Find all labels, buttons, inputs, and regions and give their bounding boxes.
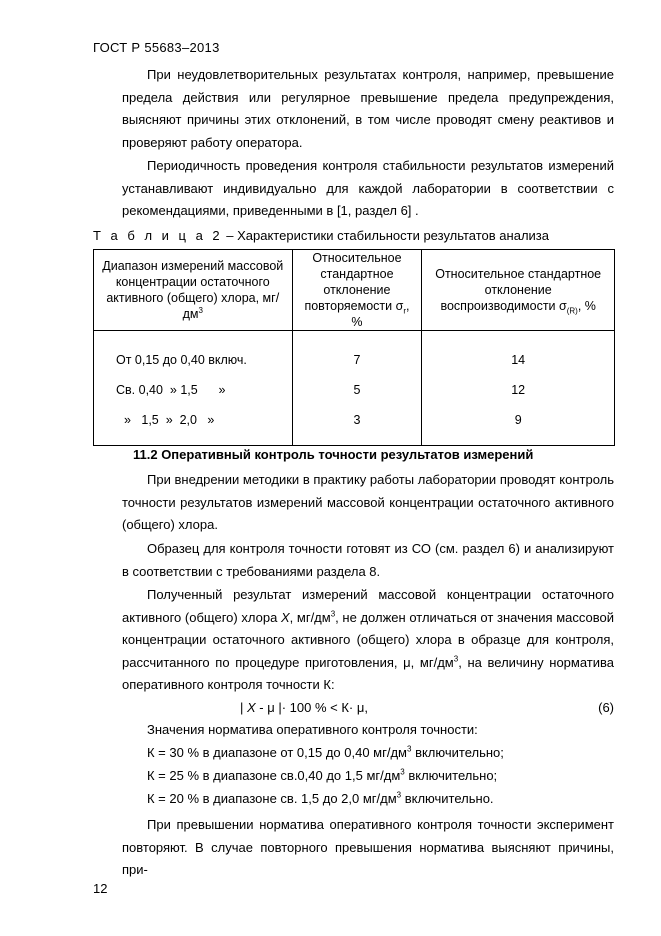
stability-table (93, 249, 615, 446)
norm-item: К = 20 % в диапазоне св. 1,5 до 2,0 $мг/дм^3$ включительно. (147, 790, 494, 806)
cell-repeatability: 3 (292, 405, 422, 446)
norm-item: К = 25 % в диапазоне св.0,40 до 1,5 $мг/дм^3$ включительно; (147, 767, 498, 783)
paragraph-implementation: При внедрении методики в практику работы лаборатории проводят контроль точности результатов измерений массовой концентрации остаточного активного (общего) хлора. (122, 472, 614, 532)
table-caption-label: Т а б л и ц а 2 (93, 228, 223, 243)
norms-intro: Значения норматива оперативного контроля точности: (147, 722, 478, 737)
norm-item: К = 30 % в диапазоне от 0,15 до 0,40 $мг/дм^3$ включительно; (147, 744, 504, 760)
paragraph-periodicity: Периодичность проведения контроля стабильности результатов измерений устанавливают индивидуально для каждой лаборатории в соответствии с рекомендациями, приведенными в [1, раздел 6] . (122, 158, 614, 218)
document-header: ГОСТ Р 55683–2013 (93, 40, 220, 55)
header-range: Диапазон измерений массовой концентрации остаточного активного (общего) хлора, $мг/дм^3$ (94, 250, 293, 331)
cell-range: Св. 0,40 » 1,5 » (94, 375, 293, 405)
table-row (94, 331, 615, 376)
paragraph-sample-preparation: Образец для контроля точности готовят из СО (см. раздел 6) и анализируют в соответствии с требованиями раздела 8. (122, 541, 614, 579)
cell-range: От 0,15 до 0,40 включ. (94, 331, 293, 376)
cell-range: » 1,5 » 2,0 » (94, 405, 293, 446)
table-row (94, 375, 615, 405)
table-caption (93, 228, 549, 243)
cell-reproducibility: 14 (422, 331, 615, 376)
formula-number: (6) (598, 700, 614, 715)
page-number: 12 (93, 881, 108, 896)
table-row (94, 405, 615, 446)
cell-reproducibility: 12 (422, 375, 615, 405)
cell-repeatability: 5 (292, 375, 422, 405)
section-title: 11.2 Оперативный контроль точности результатов измерений (133, 447, 534, 462)
header-repeatability: Относительное стандартное отклонение повторяемости $\sigma_r$, % (292, 250, 422, 331)
variable-x: X (280, 609, 290, 625)
header-reproducibility: Относительное стандартное отклонение воспроизводимости $\sigma_{(R)}$, % (422, 250, 615, 331)
cell-repeatability: 7 (292, 331, 422, 376)
paragraph-exceeding: При превышении норматива оперативного контроля точности эксперимент повторяют. В случае повторного превышения норматива выясняют причины, при- (122, 817, 614, 877)
table-caption-text: – Характеристики стабильности результатов анализа (222, 228, 549, 243)
cell-reproducibility: 9 (422, 405, 615, 446)
paragraph-unsatisfactory-results: При неудовлетворительных результатах контроля, например, превышение предела действия или регулярное превышение предела предупреждения, выясняют причины этих отклонений, в том числе проводят смену реактивов и проверяют работу оператора. (122, 67, 614, 150)
table-header-row (94, 250, 615, 331)
formula-expression: | X - μ |· 100 % < К· μ, (240, 700, 368, 715)
paragraph-result-condition: Полученный результат измерений массовой концентрации остаточного активного (общего) хлора X, $мг/дм^3$, не должен отличаться от значения массовой концентрации остаточного активного (общего) хлора в образце для контроля, рассчитанного по процедуре приготовления, μ, $мг/дм^3$, на величину норматива оперативного контроля точности К: (122, 587, 615, 692)
